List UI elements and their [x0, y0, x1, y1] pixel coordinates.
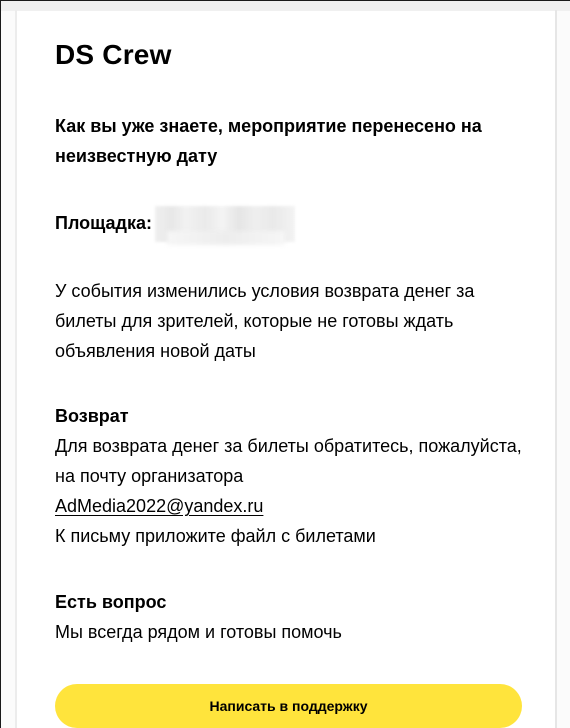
question-text: Мы всегда рядом и готовы помочь	[55, 622, 342, 642]
venue-label: Площадка:	[55, 213, 152, 233]
refund-email-link[interactable]: AdMedia2022@yandex.ru	[55, 496, 264, 516]
refund-heading: Возврат	[55, 406, 129, 426]
conditions-text: У события изменились условия возврата денег за билеты для зрителей, которые не готовы ждать объявления новой даты	[55, 281, 475, 361]
window-left-border	[0, 0, 1, 728]
refund-text	[55, 431, 525, 551]
window-top-border	[0, 0, 570, 1]
window-top-bar	[1, 1, 570, 11]
refund-text-before: Для возврата денег за билеты обратитесь, пожалуйста, на почту организатора	[55, 436, 522, 486]
write-to-support-button[interactable]: Написать в поддержку	[55, 684, 522, 728]
venue-redacted-value-shadow	[167, 231, 285, 245]
question-heading: Есть вопрос	[55, 592, 167, 612]
brand-title: DS Crew	[55, 39, 172, 70]
card-right-shadow	[555, 10, 557, 728]
venue-line	[55, 208, 152, 238]
lead-text: Как вы уже знаете, мероприятие перенесено на неизвестную дату	[55, 116, 482, 166]
refund-text-after: К письму приложите файл с билетами	[55, 526, 376, 546]
email-card	[17, 11, 555, 728]
